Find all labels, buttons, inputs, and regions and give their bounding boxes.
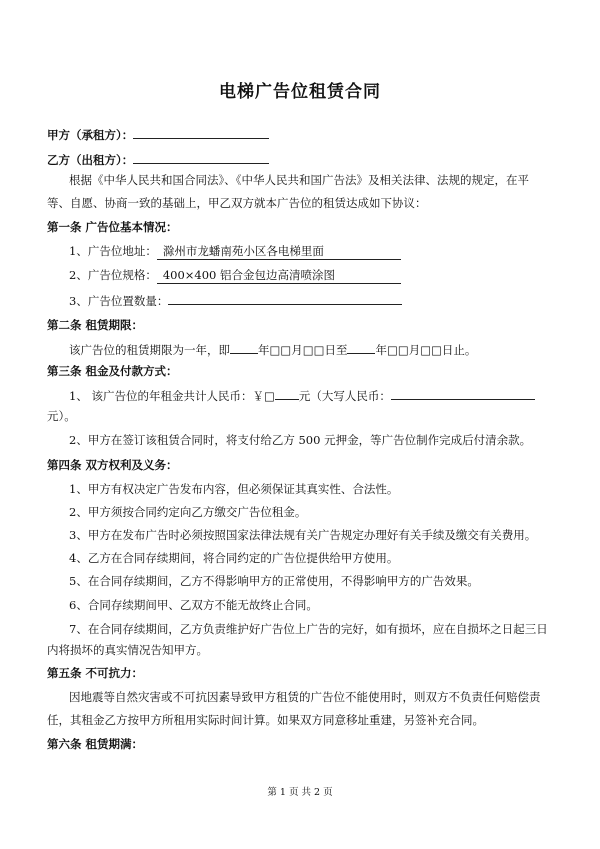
party-b-blank[interactable] [133, 150, 269, 164]
spec-label: 2、广告位规格： [69, 268, 157, 282]
article-4-item: 5、在合同存续期间，乙方不得影响甲方的正常使用，不得影响甲方的广告效果。 [69, 574, 479, 588]
article-3-item-2: 2、甲方在签订该租赁合同时，将支付给乙方 500 元押金，等广告位制作完成后付清余款。 [69, 433, 532, 447]
article-1-item-2 [69, 267, 401, 284]
article-1-title: 第一条 广告位基本情况： [47, 220, 178, 234]
article-4-item: 1、甲方有权决定广告发布内容，但必须保证其真实性、合法性。 [69, 482, 399, 496]
party-b-label: 乙方（出租方）： [47, 153, 134, 167]
quantity-blank[interactable] [168, 291, 402, 305]
article-5-line-2: 任，其租金乙方按甲方所租用实际时间计算。如果双方同意移址重建，另签补充合同。 [47, 713, 484, 727]
article-2-title: 第二条 租赁期限： [47, 318, 144, 332]
rent-amount-blank[interactable] [275, 386, 299, 400]
article-2-line [69, 340, 476, 358]
page-footer: 第 1 页 共 2 页 [267, 787, 333, 798]
article-5-line-1: 因地震等自然灾害或不可抗因素导致甲方租赁的广告位不能使用时，则双方不负责任何赔偿责 [69, 690, 541, 704]
article-3-title: 第三条 租金及付款方式： [47, 364, 178, 378]
article-4-item: 7、在合同存续期间，乙方负责维护好广告位上广告的完好，如有损坏，应在自损坏之日起三日 [69, 622, 548, 636]
quantity-label: 3、广告位置数量： [69, 294, 169, 308]
term-text-c: 年□□月□□日止。 [375, 343, 477, 357]
start-year-blank[interactable] [230, 340, 258, 354]
address-label: 1、广告位地址： [69, 244, 157, 258]
term-text-a: 该广告位的租赁期限为一年，即 [69, 343, 230, 357]
article-1-item-3 [69, 291, 402, 309]
party-a-label: 甲方（承租方）： [47, 128, 134, 142]
party-a-blank[interactable] [133, 125, 269, 139]
page-title: 电梯广告位租赁合同 [219, 82, 381, 102]
article-4-title: 第四条 双方权利及义务： [47, 458, 178, 472]
article-3-item-1-cont: 元）。 [47, 409, 76, 423]
address-value[interactable]: 滁州市龙蟠南苑小区各电梯里面 [157, 243, 401, 260]
article-4-item: 4、乙方在合同存续期间，将合同约定的广告位提供给甲方使用。 [69, 551, 399, 565]
article-4-item: 6、合同存续期间甲、乙双方不能无故终止合同。 [69, 598, 318, 612]
spec-value[interactable]: 400×400 铝合金包边高清喷涂图 [157, 267, 401, 284]
party-a-line [47, 125, 269, 143]
article-4-item: 3、甲方在发布广告时必须按照国家法律法规有关广告规定办理好有关手续及缴交有关费用。 [69, 528, 537, 542]
intro-line-2: 等、自愿、协商一致的基础上，甲乙双方就本广告位的租赁达成如下协议： [47, 196, 427, 210]
article-6-title: 第六条 租赁期满： [47, 737, 144, 751]
article-4-item-7-cont: 内将损坏的真实情况告知甲方。 [47, 643, 208, 657]
rent-text-a: 1、 该广告位的年租金共计人民币：￥□ [69, 389, 275, 403]
rent-capital-blank[interactable] [391, 386, 535, 400]
article-1-item-1 [69, 243, 401, 260]
end-year-blank[interactable] [347, 340, 375, 354]
article-3-item-1 [69, 386, 535, 404]
term-text-b: 年□□月□□日至 [258, 343, 348, 357]
intro-line-1: 根据《中华人民共和国合同法》、《中华人民共和国广告法》及相关法律、法规的规定，在平 [69, 173, 529, 187]
rent-text-b: 元（大写人民币： [298, 389, 391, 403]
party-b-line [47, 150, 269, 168]
article-5-title: 第五条 不可抗力： [47, 666, 144, 680]
article-4-item: 2、甲方须按合同约定向乙方缴交广告位租金。 [69, 505, 307, 519]
